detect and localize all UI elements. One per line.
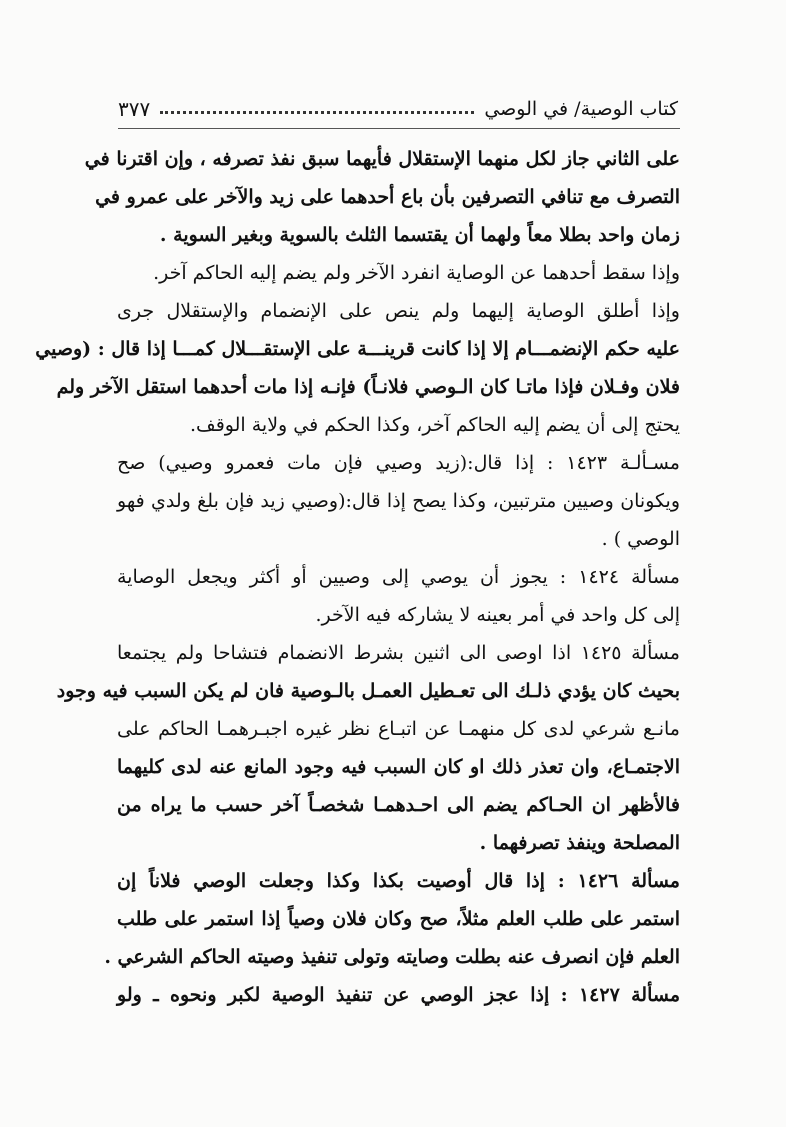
text-line: العلم فإن انصرف عنه بطلت وصايته وتولى تنفيذ وصيته الحاكم الشرعي . xyxy=(104,946,680,968)
text-line: وإذا سقط أحدهما عن الوصاية انفرد الآخر ولم يضم إليه الحاكم آخر. xyxy=(153,262,680,284)
running-title: كتاب الوصية/ في الوصي xyxy=(484,98,678,120)
text-line: مسألة ١٤٢٥ اذا اوصى الى اثنين بشرط الانضمام فتشاحا ولم يجتمعا xyxy=(117,642,680,664)
text-line: الوصي ) . xyxy=(601,528,680,550)
text-line: ويكونان وصيين مترتبين، وكذا يصح إذا قال:(وصيي زيد فإن بلغ ولدي فهو xyxy=(117,490,680,512)
text-line: مسألة ١٤٢٧ : إذا عجز الوصي عن تنفيذ الوصية لكبر ونحوه ـ ولو xyxy=(117,984,680,1006)
text-line: يحتج إلى أن يضم إليه الحاكم آخر، وكذا الحكم في ولاية الوقف. xyxy=(190,414,680,436)
text-line: المصلحة وينفذ تصرفهما . xyxy=(479,832,680,854)
text-line: مسـألـة ١٤٢٣ : إذا قال:(زيد وصيي فإن مات فعمرو وصيي) صح xyxy=(117,452,680,474)
text-line: استمر على طلب العلم مثلاً، صح وكان فلان وصياً إذا استمر على طلب xyxy=(117,908,680,930)
text-line: وإذا أطلق الوصاية إليهما ولم ينص على الإنضمام والإستقلال جرى xyxy=(117,300,680,322)
text-line: زمان واحد بطلا معاً ولهما أن يقتسما الثلث بالسوية وبغير السوية . xyxy=(159,224,680,246)
page-number: ٣٧٧ xyxy=(118,97,151,121)
page-header xyxy=(118,92,678,126)
text-line: بحيث كان يؤدي ذلـك الى تعـطيل العمـل بالـوصية فان لم يكن السبب فيه وجود xyxy=(56,680,680,702)
header-rule xyxy=(118,128,680,129)
text-line: مسألة ١٤٢٤ : يجوز أن يوصي إلى وصيين أو أكثر ويجعل الوصاية xyxy=(117,566,680,588)
text-line: التصرف مع تنافي التصرفين بأن باع أحدهما على زيد والآخر على عمرو في xyxy=(95,186,680,208)
text-line: مانـع شرعي لدى كل منهمـا عن اتبـاع نظر غيره اجبـرهمـا الحاكم على xyxy=(117,718,680,740)
text-line: إلى كل واحد في أمر بعينه لا يشاركه فيه الآخر. xyxy=(315,604,680,626)
text-line: الاجتمـاع، وان تعذر ذلك او كان السبب فيه وجود المانع عنه لدى كليهما xyxy=(117,756,680,778)
text-line: على الثاني جاز لكل منهما الإستقلال فأيهما سبق نفذ تصرفه ، وإن اقترنا في xyxy=(84,148,680,170)
text-line: عليه حكم الإنضمـــام إلا إذا كانت قرينـــة على الإستقـــلال كمـــا إذا قال : (وصيي xyxy=(35,338,680,360)
page-body xyxy=(35,140,680,1014)
text-line: فالأظهر ان الحـاكم يضم الى احـدهمـا شخصـاً آخر حسب ما يراه من xyxy=(117,794,680,816)
text-line: مسألة ١٤٢٦ : إذا قال أوصيت بكذا وكذا وجعلت الوصي فلاناً إن xyxy=(117,870,680,892)
text-line: فلان وفـلان فإذا ماتـا كان الـوصي فلانـاً) فإنـه إذا مات أحدهما استقل الآخر ولم xyxy=(56,376,680,398)
leader-dots xyxy=(160,111,474,114)
